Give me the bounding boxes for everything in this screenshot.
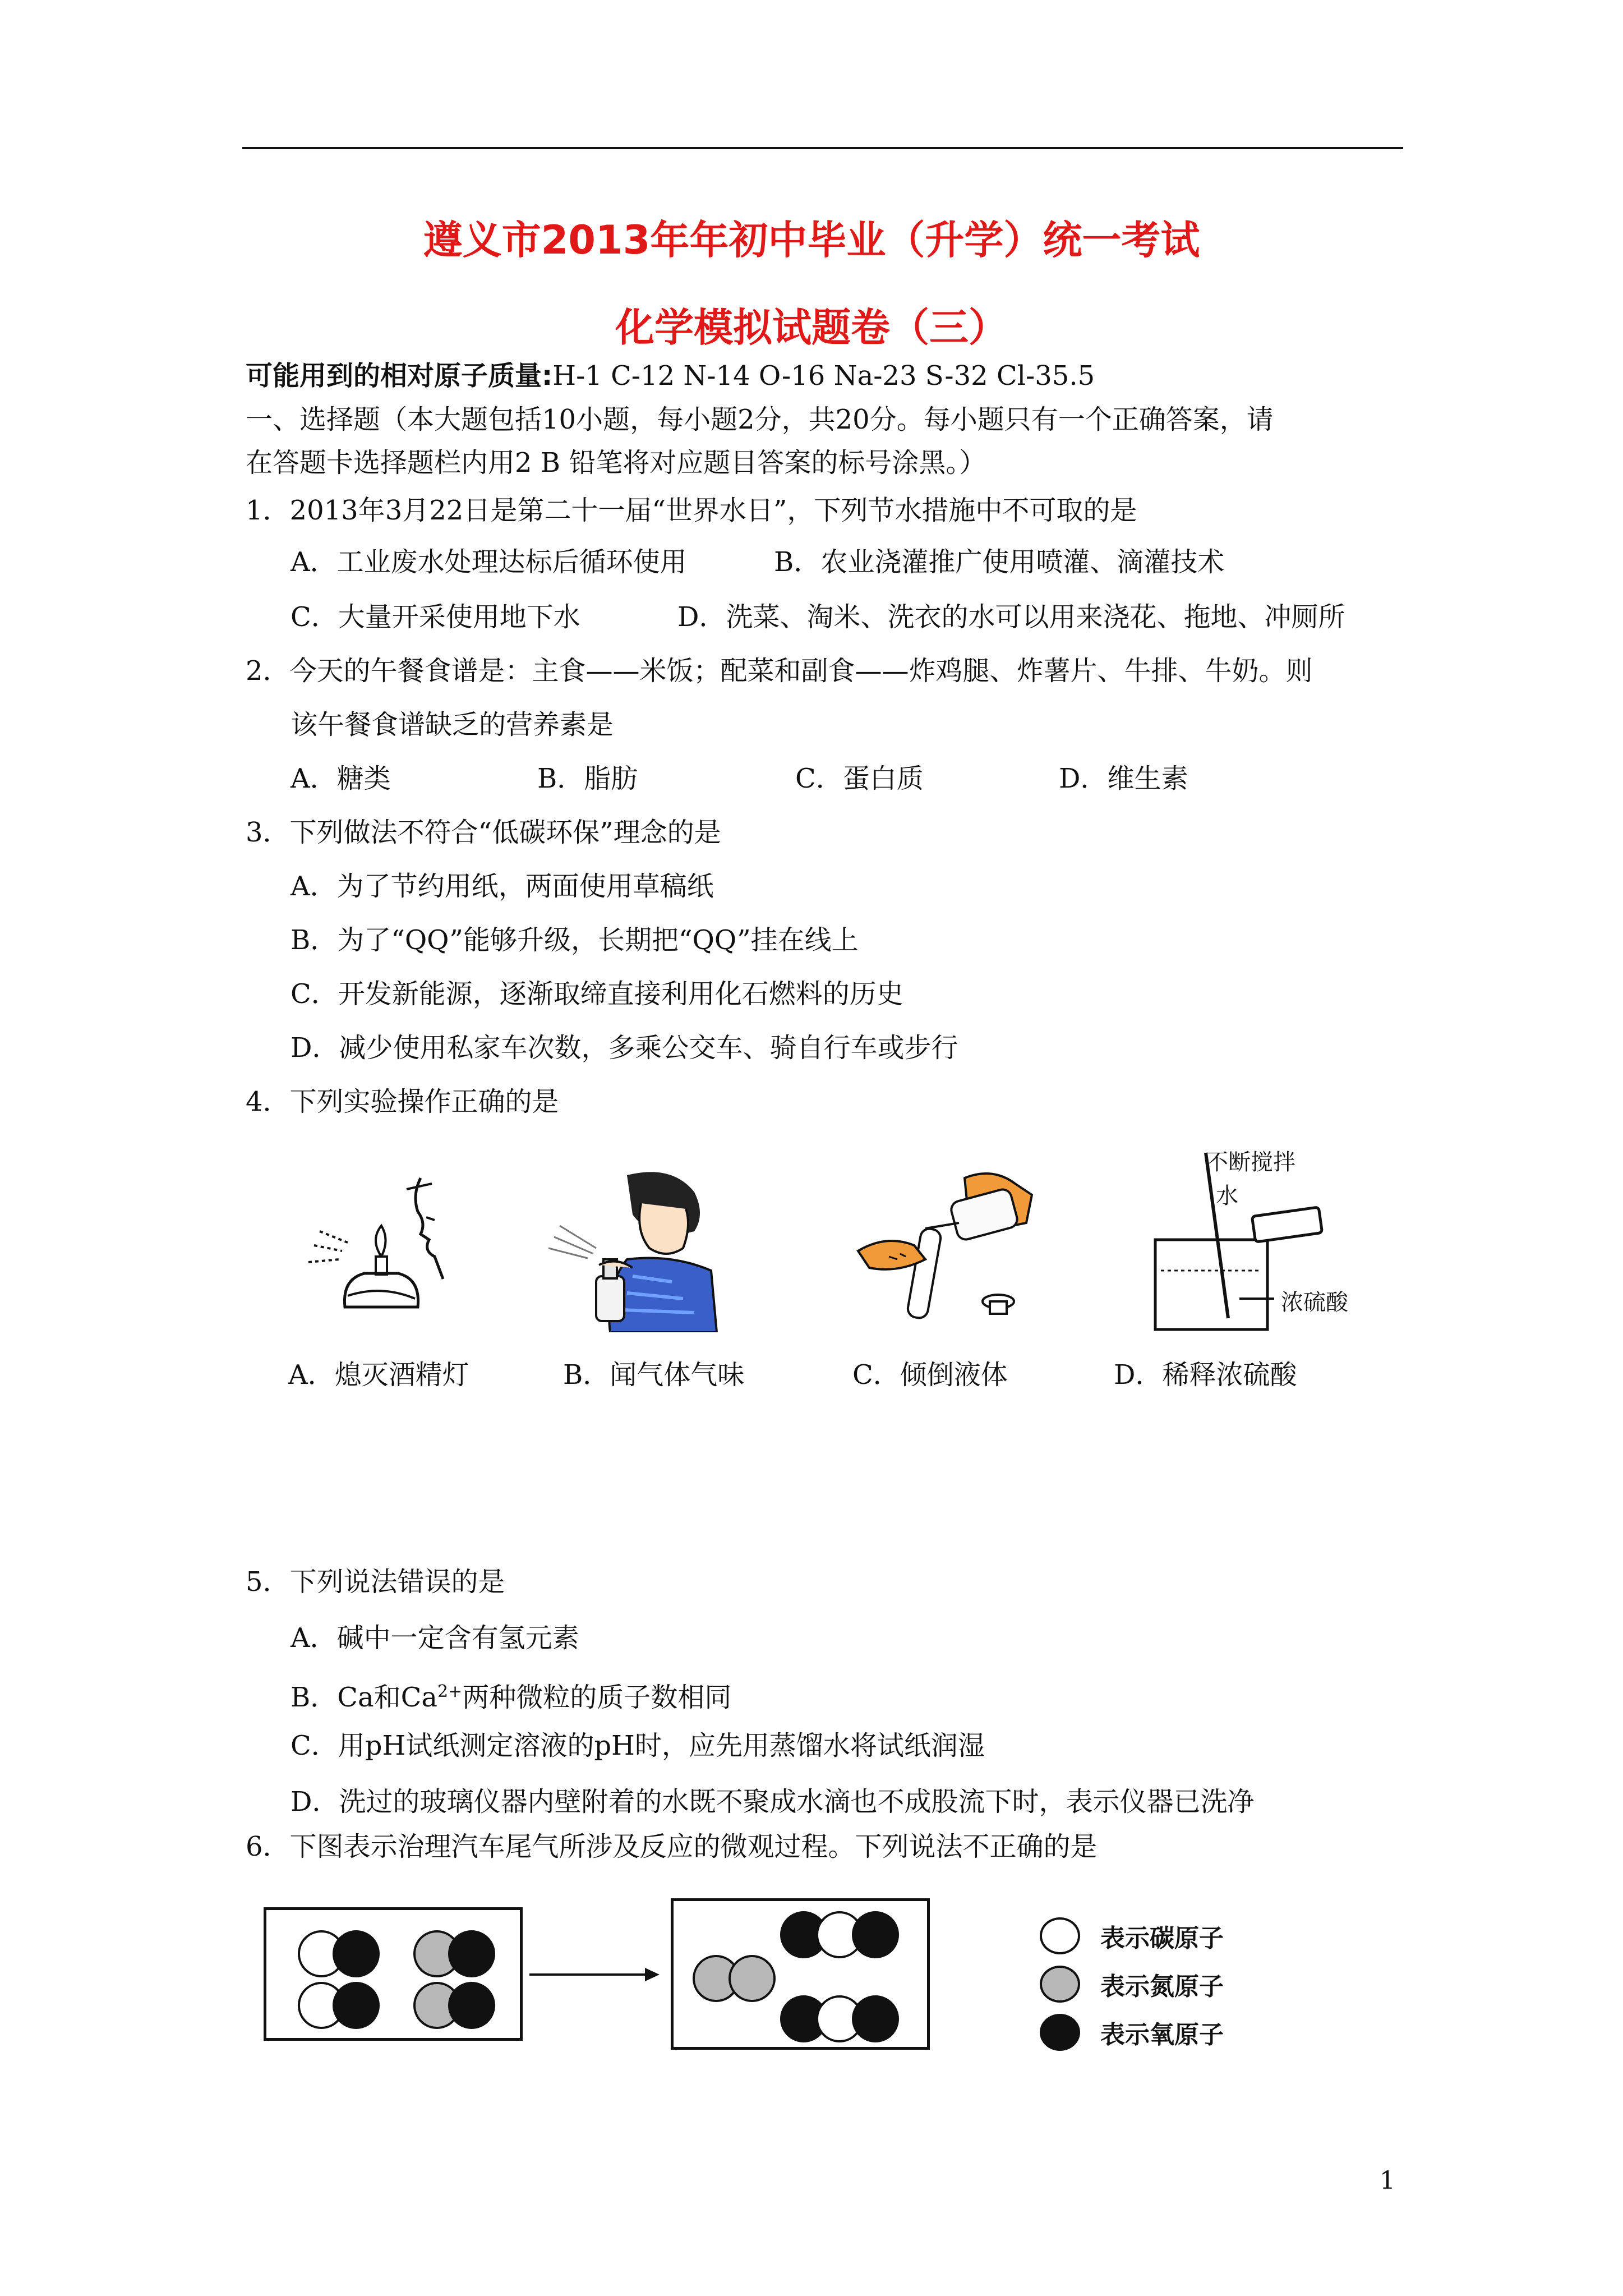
q5-option-b-post: 两种微粒的质子数相同 xyxy=(462,1682,732,1713)
q3-option-b: B．为了“QQ”能够升级，长期把“QQ”挂在线上 xyxy=(291,924,859,956)
figure-b-smell-gas xyxy=(543,1164,728,1332)
q5-option-b-pre: B．Ca和Ca xyxy=(291,1682,437,1713)
legend-oxygen-label: 表示氧原子 xyxy=(1100,2021,1224,2049)
legend-nitrogen-label: 表示氮原子 xyxy=(1100,1972,1224,2001)
products-box xyxy=(671,1898,930,2050)
atom-oxygen xyxy=(852,1995,899,2042)
q1-option-b: B．农业浇灌推广使用喷灌、滴灌技术 xyxy=(774,546,1225,578)
q5-option-b xyxy=(291,1675,731,1714)
q2-option-d: D．维生素 xyxy=(1059,763,1188,794)
header-rule xyxy=(242,147,1403,149)
q5-option-c: C．用pH试纸测定溶液的pH时，应先用蒸馏水将试纸润湿 xyxy=(291,1730,985,1761)
q5-stem: 5．下列说法错误的是 xyxy=(246,1566,505,1598)
q5-option-a: A．碱中一定含有氢元素 xyxy=(291,1622,579,1654)
q3-option-a: A．为了节约用纸，两面使用草稿纸 xyxy=(291,871,714,902)
legend-carbon xyxy=(1040,1917,1224,1954)
figure-c-pour-liquid xyxy=(847,1161,1038,1329)
legend-oxygen xyxy=(1040,2014,1224,2051)
q4-option-a: A．熄灭酒精灯 xyxy=(288,1359,469,1391)
legend-oxygen-icon xyxy=(1040,2014,1080,2051)
atomic-mass-line xyxy=(246,359,1095,393)
q3-stem: 3．下列做法不符合“低碳环保”理念的是 xyxy=(246,817,721,848)
atom-nitrogen xyxy=(728,1955,776,2002)
section1-intro-line2: 在答题卡选择题栏内用2 B 铅笔将对应题目答案的标号涂黑。） xyxy=(246,447,986,478)
atomic-mass-values: H-1 C-12 N-14 O-16 Na-23 S-32 Cl-35.5 xyxy=(552,360,1095,392)
atom-oxygen xyxy=(333,1982,380,2029)
q1-stem: 1．2013年3月22日是第二十一届“世界水日”，下列节水措施中不可取的是 xyxy=(246,495,1137,526)
reactants-box xyxy=(264,1907,523,2041)
legend-carbon-icon xyxy=(1040,1917,1080,1954)
atom-oxygen xyxy=(448,1930,495,1977)
q3-option-c: C．开发新能源，逐渐取缔直接利用化石燃料的历史 xyxy=(291,978,903,1010)
q2-option-c: C．蛋白质 xyxy=(795,763,924,794)
reaction-arrow xyxy=(529,1963,662,1986)
q2-option-b: B．脂肪 xyxy=(537,763,638,794)
q4-option-b: B．闻气体气味 xyxy=(563,1359,745,1391)
page-number: 1 xyxy=(1380,2166,1395,2195)
figure-d-label-stir: 不断搅拌 xyxy=(1206,1149,1295,1175)
exam-title: 遵义市2013年年初中毕业（升学）统一考试 xyxy=(423,217,1200,263)
q6-stem: 6．下图表示治理汽车尾气所涉及反应的微观过程。下列说法不正确的是 xyxy=(246,1831,1098,1862)
q2-stem-line1: 2．今天的午餐食谱是：主食——米饭；配菜和副食——炸鸡腿、炸薯片、牛排、牛奶。则 xyxy=(246,655,1313,687)
atom-oxygen xyxy=(333,1930,380,1977)
q2-option-a: A．糖类 xyxy=(291,763,391,794)
legend-carbon-label: 表示碳原子 xyxy=(1100,1924,1224,1953)
section1-intro-line1: 一、选择题（本大题包括10小题，每小题2分，共20分。每小题只有一个正确答案，请 xyxy=(246,404,1274,435)
figure-a-blow-out-lamp xyxy=(292,1167,471,1329)
figure-d-label-water: 水 xyxy=(1216,1183,1238,1209)
figure-d-label-acid: 浓硫酸 xyxy=(1281,1290,1348,1315)
legend-nitrogen xyxy=(1040,1966,1224,2003)
exam-subtitle: 化学模拟试题卷（三） xyxy=(615,305,1008,351)
q1-option-d: D．洗菜、淘米、洗衣的水可以用来浇花、拖地、冲厕所 xyxy=(677,601,1345,633)
q3-option-d: D．减少使用私家车次数，多乘公交车、骑自行车或步行 xyxy=(291,1032,958,1064)
legend-nitrogen-icon xyxy=(1040,1966,1080,2003)
q2-stem-line2: 该午餐食谱缺乏的营养素是 xyxy=(291,709,614,740)
q1-option-c: C．大量开采使用地下水 xyxy=(291,601,580,633)
q5-option-b-superscript: 2+ xyxy=(437,1682,463,1701)
atom-oxygen xyxy=(448,1982,495,2029)
q1-option-a: A．工业废水处理达标后循环使用 xyxy=(291,546,687,578)
q4-option-d: D．稀释浓硫酸 xyxy=(1114,1359,1297,1391)
q4-option-c: C．倾倒液体 xyxy=(852,1359,1008,1391)
atomic-mass-label: 可能用到的相对原子质量: xyxy=(246,360,553,392)
q4-stem: 4．下列实验操作正确的是 xyxy=(246,1086,559,1117)
atom-oxygen xyxy=(852,1911,899,1958)
q5-option-d: D．洗过的玻璃仪器内壁附着的水既不聚成水滴也不成股流下时，表示仪器已洗净 xyxy=(291,1786,1255,1818)
